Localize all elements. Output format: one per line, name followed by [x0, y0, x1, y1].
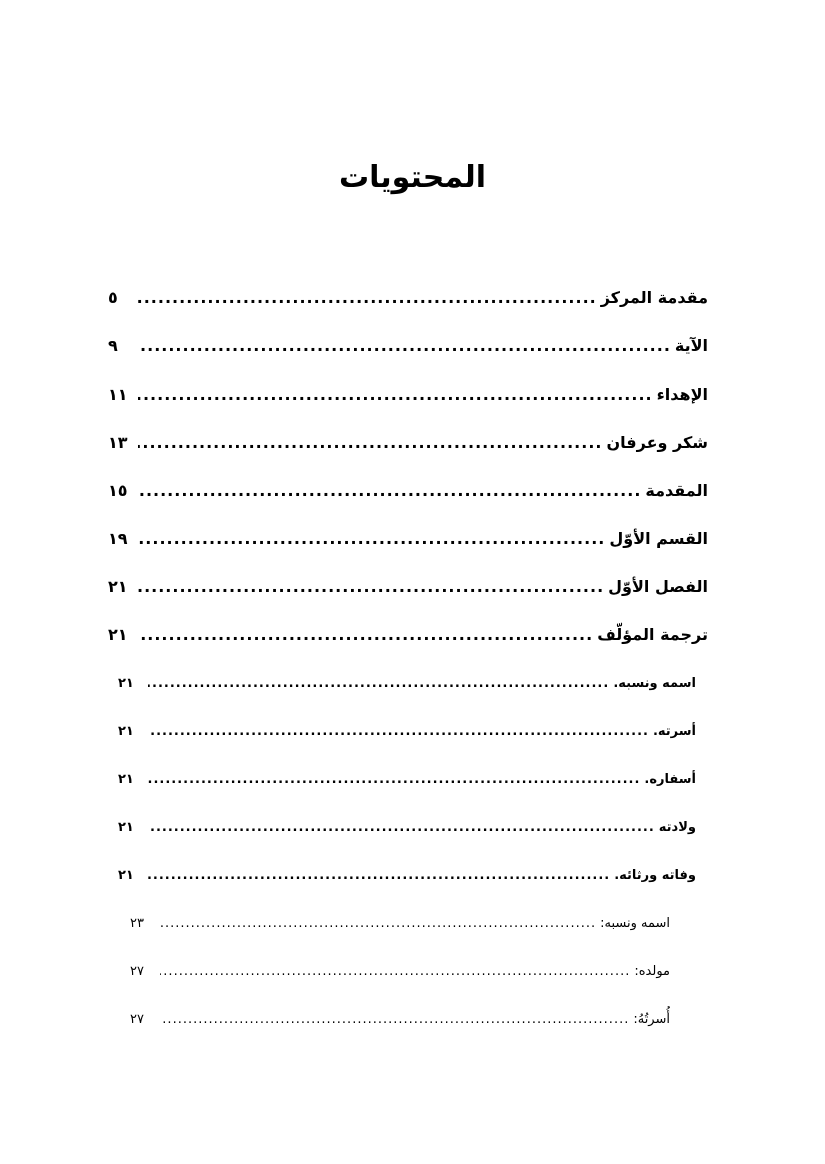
toc-entry-title: ولادته — [658, 820, 696, 835]
toc-entry-title: الفصل الأوّل — [608, 577, 708, 596]
toc-entry-page: ٢١ — [118, 772, 134, 787]
toc-entry[interactable] — [108, 433, 708, 452]
toc-entry-page: ٢٣ — [130, 916, 144, 931]
toc-entry-title: مولده: — [634, 964, 670, 979]
dot-leader — [160, 964, 630, 979]
toc-entry[interactable] — [118, 772, 696, 787]
dot-leader — [148, 676, 609, 691]
toc-entry-page: ١٣ — [108, 433, 128, 452]
toc-entry[interactable] — [130, 964, 670, 979]
toc-entry-page: ١٥ — [108, 481, 128, 500]
toc-entry[interactable] — [130, 1012, 670, 1027]
toc-entry[interactable] — [118, 676, 696, 691]
dot-leader — [160, 916, 596, 931]
toc-entry-title: ترجمة المؤلّف — [597, 625, 708, 644]
dot-leader — [160, 1012, 629, 1027]
dot-leader — [138, 385, 653, 404]
toc-entry[interactable] — [118, 868, 696, 883]
dot-leader — [138, 529, 605, 548]
toc-entry-title: القسم الأوّل — [609, 529, 708, 548]
toc-entry[interactable] — [108, 481, 708, 500]
toc-entry-page: ٢١ — [118, 676, 134, 691]
dot-leader — [138, 577, 604, 596]
toc-entry-page: ٢١ — [118, 868, 134, 883]
toc-entry-title: المقدمة — [645, 481, 708, 500]
toc-entry-page: ١١ — [108, 385, 128, 404]
toc-entry-title: أسرته. — [652, 724, 696, 739]
dot-leader — [148, 868, 610, 883]
toc-entry-page: ٢١ — [118, 724, 134, 739]
toc-entry-page: ٢٧ — [130, 1012, 144, 1027]
toc-entry-page: ٥ — [108, 288, 118, 307]
toc-entry-title: اسمه ونسبه: — [600, 916, 670, 931]
toc-entry[interactable] — [108, 385, 708, 404]
toc-entry-title: الإهداء — [656, 385, 708, 404]
page-title: المحتويات — [338, 160, 486, 195]
toc-entry-title: مقدمة المركز — [600, 288, 708, 307]
toc-entry[interactable] — [108, 288, 708, 307]
dot-leader — [138, 288, 597, 307]
toc-entry-title: شكر وعرفان — [606, 433, 708, 452]
toc-entry[interactable] — [118, 724, 696, 739]
toc-entry[interactable] — [108, 529, 708, 548]
dot-leader — [138, 336, 671, 355]
toc-entry-page: ٢٧ — [130, 964, 144, 979]
dot-leader — [138, 625, 593, 644]
toc-entry-page: ٩ — [108, 336, 118, 355]
toc-entry[interactable] — [108, 577, 708, 596]
toc-entry-page: ٢١ — [118, 820, 134, 835]
toc-entry-title: أسفاره. — [644, 772, 696, 787]
toc-entry[interactable] — [118, 820, 696, 835]
toc-entry-page: ١٩ — [108, 529, 128, 548]
dot-leader — [148, 820, 655, 835]
toc-entry-page: ٢١ — [108, 577, 128, 596]
toc-entry[interactable] — [108, 625, 708, 644]
toc-entry[interactable] — [108, 336, 708, 355]
toc-entry[interactable] — [130, 916, 670, 931]
dot-leader — [138, 433, 602, 452]
dot-leader — [148, 772, 640, 787]
toc-entry-title: أُسرتُهُ: — [633, 1012, 670, 1027]
dot-leader — [148, 724, 649, 739]
toc-entry-title: الآية — [674, 336, 708, 355]
dot-leader — [138, 481, 641, 500]
toc-entry-title: وفاته ورثائه. — [614, 868, 696, 883]
toc-entry-page: ٢١ — [108, 625, 128, 644]
toc-entry-title: اسمه ونسبه. — [613, 676, 696, 691]
